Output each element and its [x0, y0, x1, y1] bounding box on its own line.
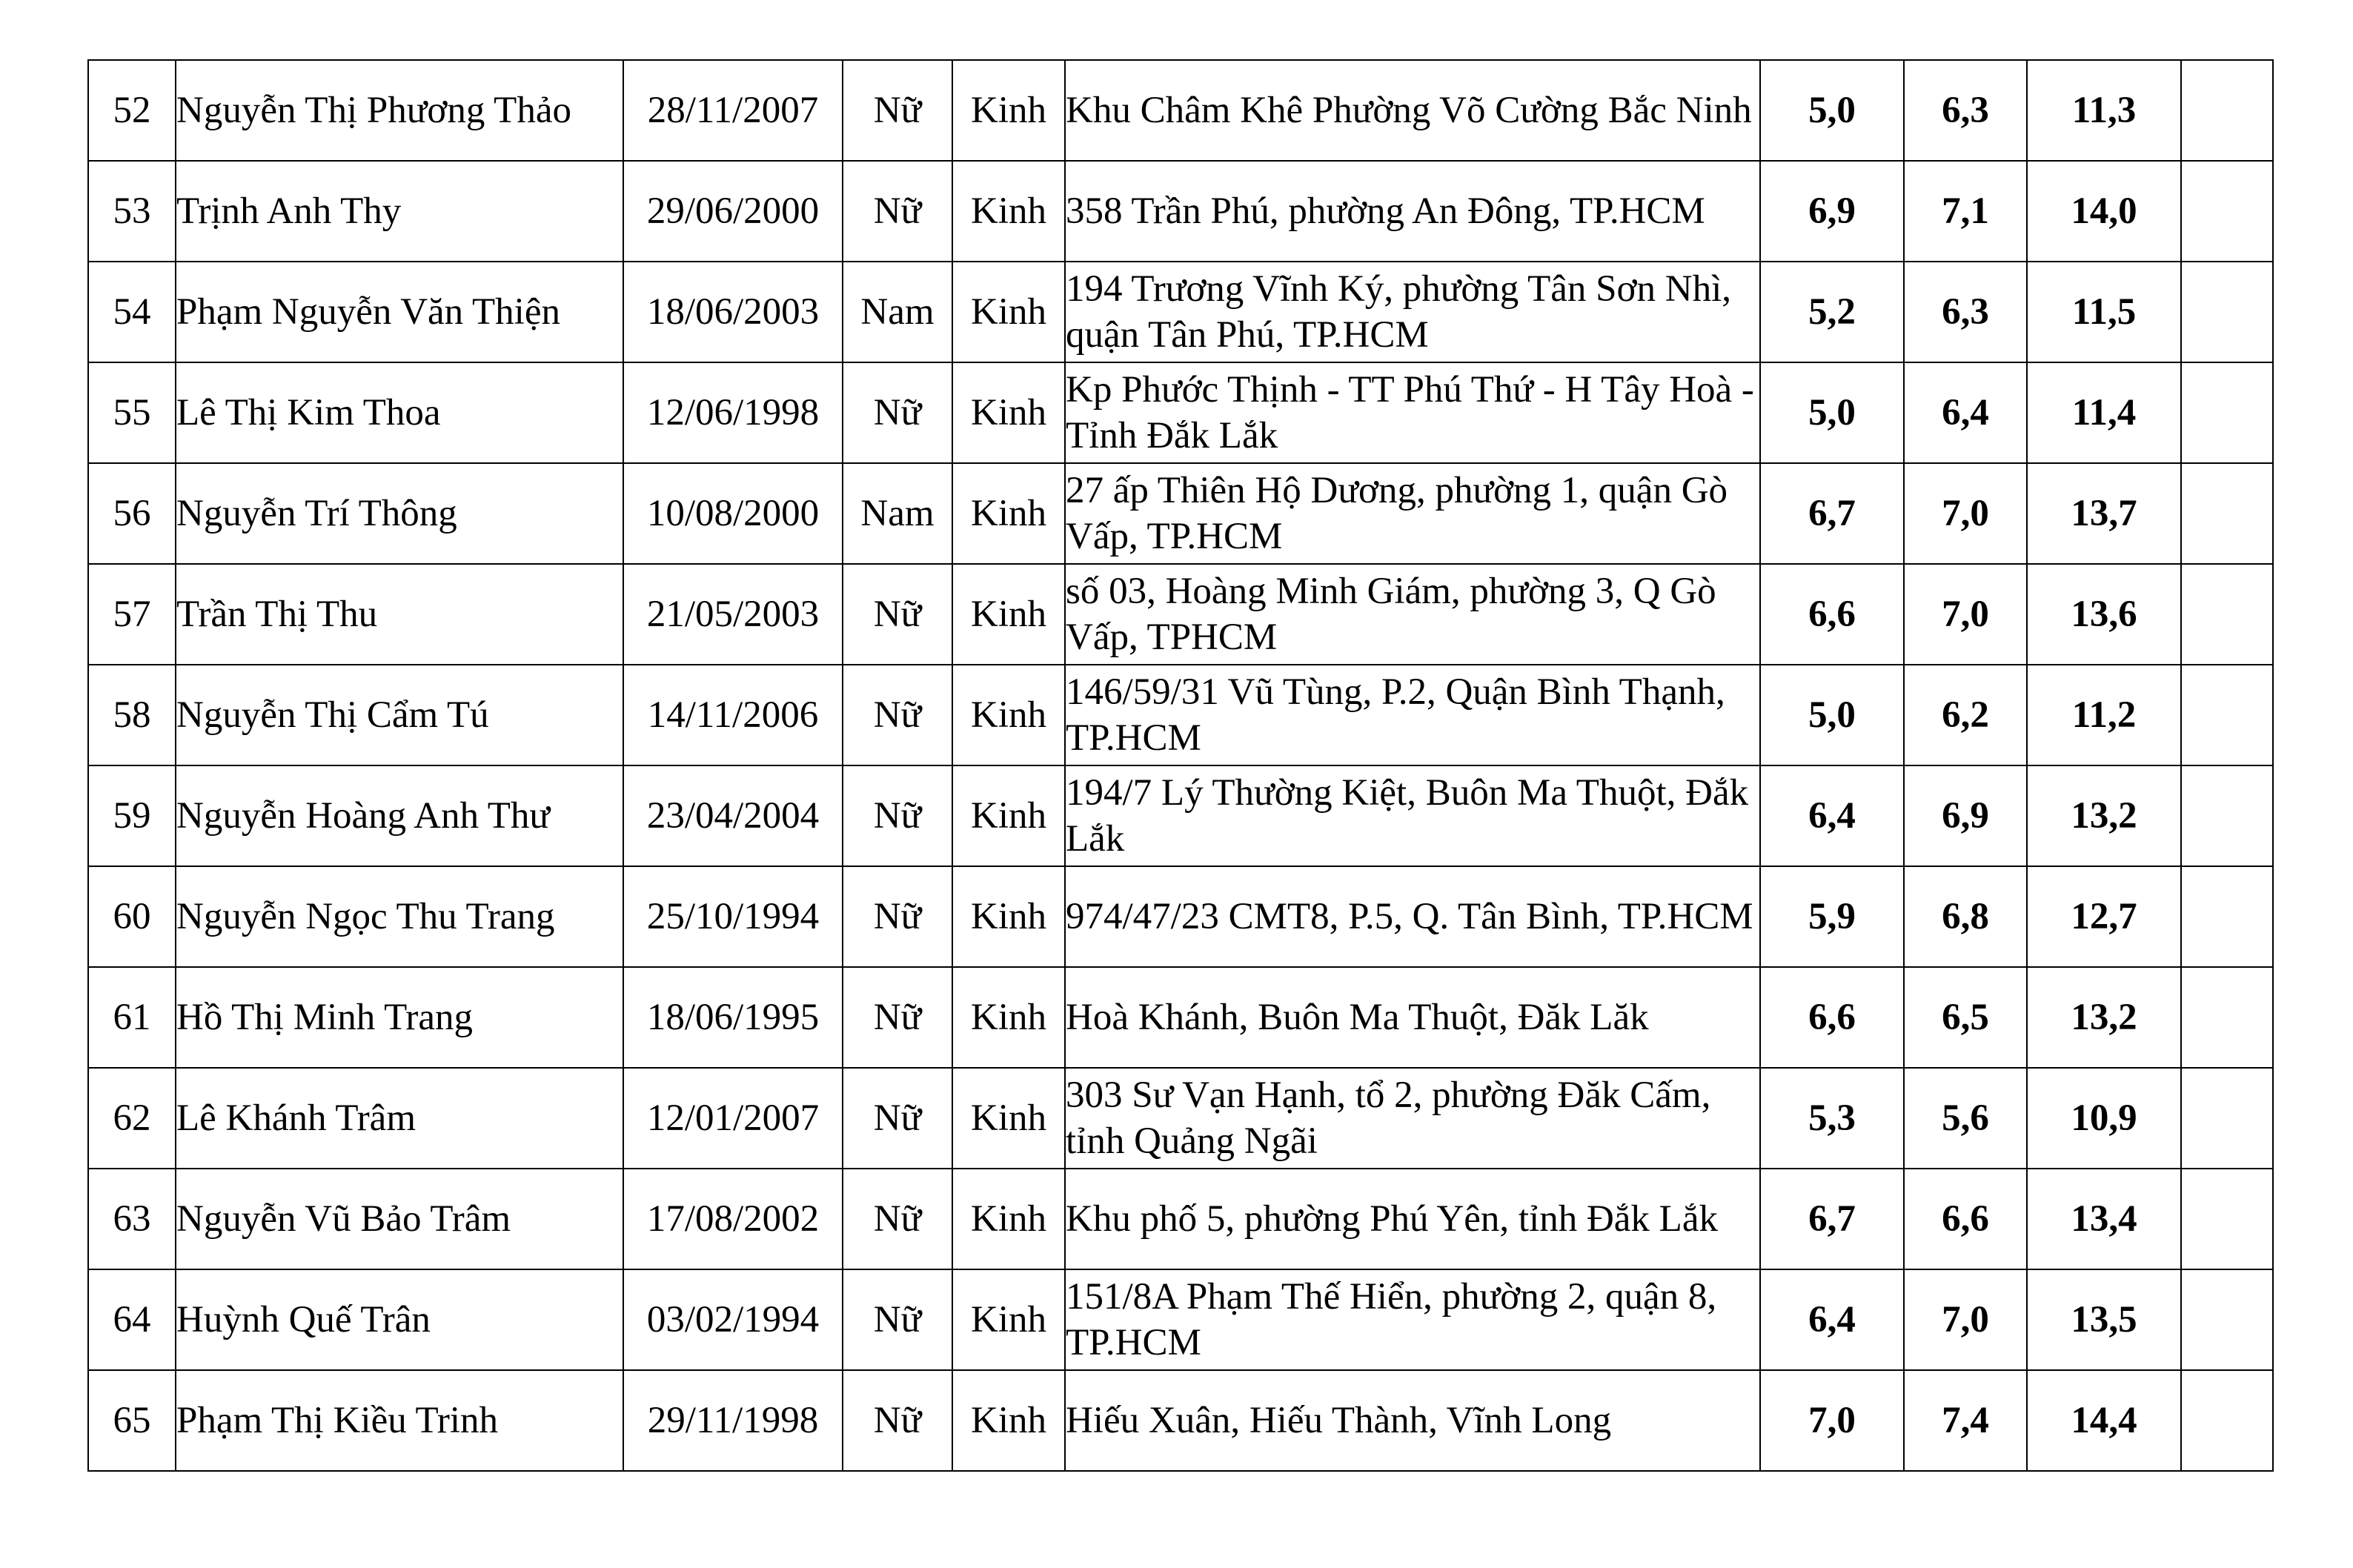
- row-number: 59: [88, 765, 176, 866]
- candidate-name: Trịnh Anh Thy: [176, 161, 623, 262]
- total-score: 13,2: [2027, 765, 2181, 866]
- date-of-birth: 29/11/1998: [623, 1370, 843, 1471]
- candidate-name: Nguyễn Vũ Bảo Trâm: [176, 1169, 623, 1269]
- score-1: 6,6: [1760, 967, 1904, 1068]
- gender: Nữ: [843, 765, 952, 866]
- score-2: 6,4: [1904, 362, 2027, 463]
- score-2: 5,6: [1904, 1068, 2027, 1169]
- note: [2181, 665, 2273, 765]
- gender: Nữ: [843, 1269, 952, 1370]
- score-2: 7,1: [1904, 161, 2027, 262]
- table-row: [88, 161, 2273, 262]
- date-of-birth: 23/04/2004: [623, 765, 843, 866]
- gender: Nữ: [843, 60, 952, 161]
- note: [2181, 967, 2273, 1068]
- date-of-birth: 10/08/2000: [623, 463, 843, 564]
- candidate-name: Hồ Thị Minh Trang: [176, 967, 623, 1068]
- row-number: 60: [88, 866, 176, 967]
- date-of-birth: 12/01/2007: [623, 1068, 843, 1169]
- total-score: 13,2: [2027, 967, 2181, 1068]
- table-row: [88, 564, 2273, 665]
- address: 358 Trần Phú, phường An Đông, TP.HCM: [1065, 161, 1760, 262]
- candidate-name: Lê Khánh Trâm: [176, 1068, 623, 1169]
- date-of-birth: 25/10/1994: [623, 866, 843, 967]
- table-row: [88, 967, 2273, 1068]
- row-number: 56: [88, 463, 176, 564]
- ethnicity: Kinh: [952, 1068, 1065, 1169]
- gender: Nữ: [843, 564, 952, 665]
- address: Hoà Khánh, Buôn Ma Thuột, Đăk Lăk: [1065, 967, 1760, 1068]
- address: 303 Sư Vạn Hạnh, tổ 2, phường Đăk Cấm, tỉnh Quảng Ngãi: [1065, 1068, 1760, 1169]
- table-row: [88, 866, 2273, 967]
- total-score: 10,9: [2027, 1068, 2181, 1169]
- note: [2181, 161, 2273, 262]
- score-2: 6,5: [1904, 967, 2027, 1068]
- candidate-name: Nguyễn Thị Phương Thảo: [176, 60, 623, 161]
- row-number: 61: [88, 967, 176, 1068]
- address: 194 Trương Vĩnh Ký, phường Tân Sơn Nhì, quận Tân Phú, TP.HCM: [1065, 262, 1760, 362]
- score-1: 5,3: [1760, 1068, 1904, 1169]
- gender: Nam: [843, 463, 952, 564]
- table-row: [88, 665, 2273, 765]
- address: số 03, Hoàng Minh Giám, phường 3, Q Gò Vấp, TPHCM: [1065, 564, 1760, 665]
- ethnicity: Kinh: [952, 866, 1065, 967]
- score-1: 5,0: [1760, 60, 1904, 161]
- note: [2181, 60, 2273, 161]
- total-score: 11,3: [2027, 60, 2181, 161]
- gender: Nữ: [843, 665, 952, 765]
- score-2: 6,3: [1904, 262, 2027, 362]
- gender: Nữ: [843, 161, 952, 262]
- ethnicity: Kinh: [952, 967, 1065, 1068]
- table-row: [88, 1068, 2273, 1169]
- row-number: 57: [88, 564, 176, 665]
- table-row: [88, 362, 2273, 463]
- date-of-birth: 29/06/2000: [623, 161, 843, 262]
- score-1: 5,0: [1760, 362, 1904, 463]
- gender: Nữ: [843, 866, 952, 967]
- score-2: 6,3: [1904, 60, 2027, 161]
- score-2: 7,0: [1904, 564, 2027, 665]
- gender: Nữ: [843, 1169, 952, 1269]
- score-2: 7,0: [1904, 1269, 2027, 1370]
- date-of-birth: 12/06/1998: [623, 362, 843, 463]
- date-of-birth: 21/05/2003: [623, 564, 843, 665]
- row-number: 53: [88, 161, 176, 262]
- score-2: 6,8: [1904, 866, 2027, 967]
- gender: Nữ: [843, 362, 952, 463]
- table-row: [88, 463, 2273, 564]
- address: 146/59/31 Vũ Tùng, P.2, Quận Bình Thạnh, TP.HCM: [1065, 665, 1760, 765]
- gender: Nam: [843, 262, 952, 362]
- ethnicity: Kinh: [952, 765, 1065, 866]
- total-score: 11,4: [2027, 362, 2181, 463]
- address: 194/7 Lý Thường Kiệt, Buôn Ma Thuột, Đắk Lắk: [1065, 765, 1760, 866]
- address: Khu phố 5, phường Phú Yên, tỉnh Đắk Lắk: [1065, 1169, 1760, 1269]
- candidate-name: Nguyễn Ngọc Thu Trang: [176, 866, 623, 967]
- note: [2181, 1068, 2273, 1169]
- candidate-name: Huỳnh Quế Trân: [176, 1269, 623, 1370]
- candidate-name: Nguyễn Hoàng Anh Thư: [176, 765, 623, 866]
- total-score: 13,4: [2027, 1169, 2181, 1269]
- note: [2181, 765, 2273, 866]
- ethnicity: Kinh: [952, 362, 1065, 463]
- row-number: 58: [88, 665, 176, 765]
- note: [2181, 564, 2273, 665]
- note: [2181, 262, 2273, 362]
- gender: Nữ: [843, 967, 952, 1068]
- candidate-name: Trần Thị Thu: [176, 564, 623, 665]
- score-1: 5,2: [1760, 262, 1904, 362]
- score-1: 7,0: [1760, 1370, 1904, 1471]
- date-of-birth: 18/06/1995: [623, 967, 843, 1068]
- score-2: 6,9: [1904, 765, 2027, 866]
- row-number: 65: [88, 1370, 176, 1471]
- gender: Nữ: [843, 1370, 952, 1471]
- total-score: 11,5: [2027, 262, 2181, 362]
- score-1: 5,9: [1760, 866, 1904, 967]
- ethnicity: Kinh: [952, 262, 1065, 362]
- date-of-birth: 14/11/2006: [623, 665, 843, 765]
- total-score: 14,0: [2027, 161, 2181, 262]
- results-table: [87, 59, 2274, 1472]
- candidate-name: Phạm Thị Kiều Trinh: [176, 1370, 623, 1471]
- address: Hiếu Xuân, Hiếu Thành, Vĩnh Long: [1065, 1370, 1760, 1471]
- address: 151/8A Phạm Thế Hiển, phường 2, quận 8, TP.HCM: [1065, 1269, 1760, 1370]
- gender: Nữ: [843, 1068, 952, 1169]
- ethnicity: Kinh: [952, 463, 1065, 564]
- ethnicity: Kinh: [952, 1370, 1065, 1471]
- ethnicity: Kinh: [952, 1169, 1065, 1269]
- ethnicity: Kinh: [952, 665, 1065, 765]
- ethnicity: Kinh: [952, 60, 1065, 161]
- total-score: 12,7: [2027, 866, 2181, 967]
- row-number: 52: [88, 60, 176, 161]
- total-score: 13,6: [2027, 564, 2181, 665]
- note: [2181, 1269, 2273, 1370]
- ethnicity: Kinh: [952, 161, 1065, 262]
- candidate-name: Nguyễn Thị Cẩm Tú: [176, 665, 623, 765]
- address: Kp Phước Thịnh - TT Phú Thứ - H Tây Hoà - Tỉnh Đắk Lắk: [1065, 362, 1760, 463]
- row-number: 55: [88, 362, 176, 463]
- table-row: [88, 60, 2273, 161]
- table-row: [88, 1370, 2273, 1471]
- total-score: 11,2: [2027, 665, 2181, 765]
- score-1: 6,4: [1760, 1269, 1904, 1370]
- address: Khu Châm Khê Phường Võ Cường Bắc Ninh: [1065, 60, 1760, 161]
- date-of-birth: 03/02/1994: [623, 1269, 843, 1370]
- score-1: 5,0: [1760, 665, 1904, 765]
- row-number: 54: [88, 262, 176, 362]
- score-2: 7,4: [1904, 1370, 2027, 1471]
- table-body: [88, 60, 2273, 1471]
- candidate-name: Phạm Nguyễn Văn Thiện: [176, 262, 623, 362]
- address: 27 ấp Thiên Hộ Dương, phường 1, quận Gò Vấp, TP.HCM: [1065, 463, 1760, 564]
- address: 974/47/23 CMT8, P.5, Q. Tân Bình, TP.HCM: [1065, 866, 1760, 967]
- score-1: 6,6: [1760, 564, 1904, 665]
- row-number: 63: [88, 1169, 176, 1269]
- candidate-name: Lê Thị Kim Thoa: [176, 362, 623, 463]
- score-1: 6,9: [1760, 161, 1904, 262]
- candidate-name: Nguyễn Trí Thông: [176, 463, 623, 564]
- score-2: 6,6: [1904, 1169, 2027, 1269]
- date-of-birth: 18/06/2003: [623, 262, 843, 362]
- table-row: [88, 262, 2273, 362]
- score-2: 6,2: [1904, 665, 2027, 765]
- score-2: 7,0: [1904, 463, 2027, 564]
- row-number: 62: [88, 1068, 176, 1169]
- table-row: [88, 1269, 2273, 1370]
- note: [2181, 1370, 2273, 1471]
- ethnicity: Kinh: [952, 1269, 1065, 1370]
- total-score: 13,5: [2027, 1269, 2181, 1370]
- note: [2181, 1169, 2273, 1269]
- table-row: [88, 1169, 2273, 1269]
- score-1: 6,7: [1760, 463, 1904, 564]
- note: [2181, 866, 2273, 967]
- total-score: 14,4: [2027, 1370, 2181, 1471]
- date-of-birth: 17/08/2002: [623, 1169, 843, 1269]
- row-number: 64: [88, 1269, 176, 1370]
- ethnicity: Kinh: [952, 564, 1065, 665]
- table-row: [88, 765, 2273, 866]
- score-1: 6,4: [1760, 765, 1904, 866]
- date-of-birth: 28/11/2007: [623, 60, 843, 161]
- note: [2181, 463, 2273, 564]
- score-1: 6,7: [1760, 1169, 1904, 1269]
- note: [2181, 362, 2273, 463]
- total-score: 13,7: [2027, 463, 2181, 564]
